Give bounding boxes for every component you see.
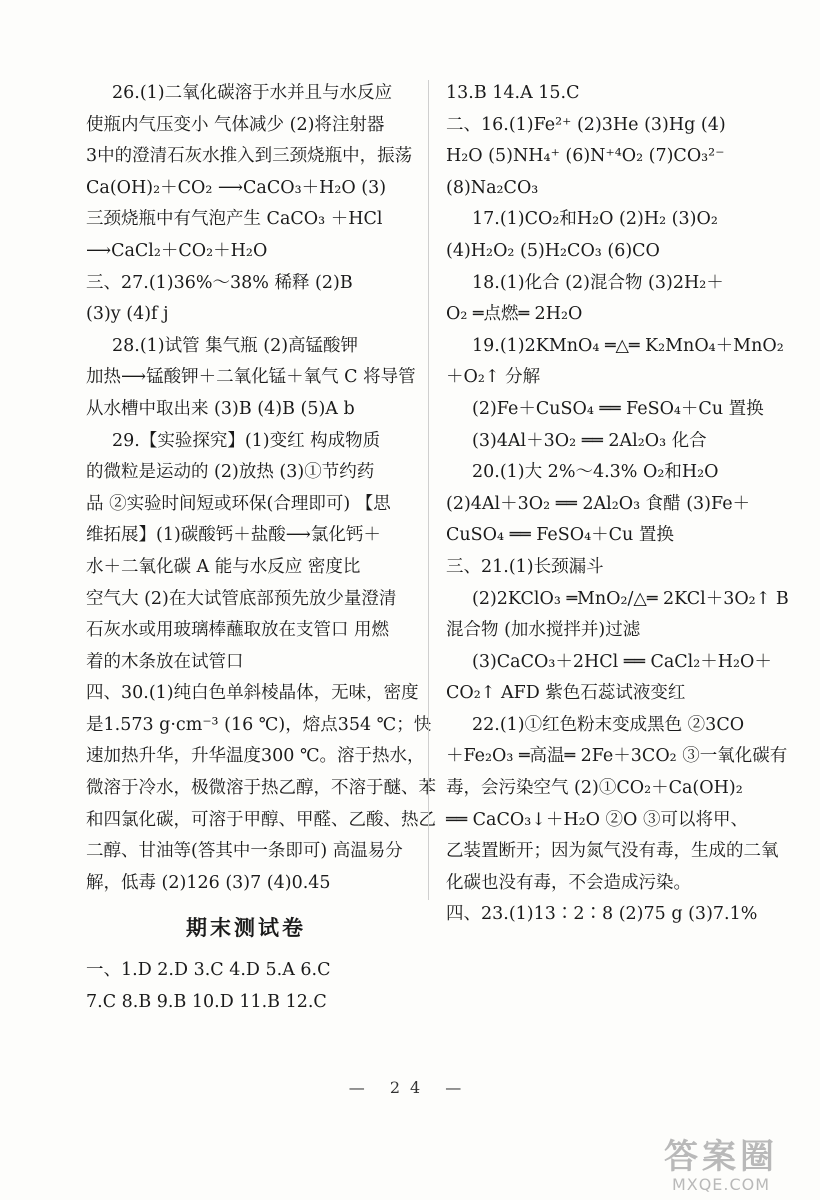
answer-line: (2)Fe＋CuSO₄ ══ FeSO₄＋Cu 置换 bbox=[472, 398, 764, 419]
answer-line: H₂O (5)NH₄⁺ (6)N⁺⁴O₂ (7)CO₃²⁻ bbox=[446, 146, 725, 167]
answer-line: CO₂↑ AFD 紫色石蕊试液变红 bbox=[446, 683, 686, 704]
answer-line: 化碳也没有毒，不会造成污染。 bbox=[446, 872, 691, 893]
answer-line: 加热⟶锰酸钾＋二氧化锰＋氧气 C 将导管 bbox=[86, 367, 416, 388]
answer-line: 17.(1)CO₂和H₂O (2)H₂ (3)O₂ bbox=[472, 209, 718, 230]
answer-line: 从水槽中取出来 (3)B (4)B (5)A b bbox=[86, 398, 355, 419]
answer-line: 20.(1)大 2%～4.3% O₂和H₂O bbox=[472, 462, 719, 483]
right-column bbox=[446, 78, 789, 931]
answer-line: 三颈烧瓶中有气泡产生 CaCO₃ ＋HCl bbox=[86, 209, 383, 230]
section-title: 期末测试卷 bbox=[186, 916, 306, 941]
watermark-logo bbox=[626, 1138, 816, 1198]
answer-line: (8)Na₂CO₃ bbox=[446, 177, 539, 198]
answer-line: 三、27.(1)36%～38% 稀释 (2)B bbox=[86, 272, 353, 293]
watermark-url: MXQE.COM bbox=[671, 1175, 771, 1194]
answer-line: 四、30.(1)纯白色单斜棱晶体，无味，密度 bbox=[86, 683, 419, 704]
answer-line: (3)CaCO₃＋2HCl ══ CaCl₂＋H₂O＋ bbox=[472, 651, 772, 672]
answer-line: O₂ ═点燃═ 2H₂O bbox=[446, 304, 583, 325]
answer-line: 解，低毒 (2)126 (3)7 (4)0.45 bbox=[86, 872, 331, 893]
answer-line: 29.【实验探究】(1)变红 构成物质 bbox=[112, 430, 381, 451]
answer-line: 微溶于冷水，极微溶于热乙醇，不溶于醚、苯 bbox=[86, 778, 436, 799]
answer-line: 7.C 8.B 9.B 10.D 11.B 12.C bbox=[86, 991, 327, 1012]
answer-line: 3中的澄清石灰水推入到三颈烧瓶中，振荡 bbox=[86, 146, 413, 167]
answer-line: 是1.573 g·cm⁻³ (16 ℃)，熔点354 ℃；快 bbox=[86, 714, 432, 735]
answer-line: 28.(1)试管 集气瓶 (2)高锰酸钾 bbox=[112, 335, 359, 356]
answer-line: 二醇、甘油等(答其中一条即可) 高温易分 bbox=[86, 841, 403, 862]
answer-line: 毒，会污染空气 (2)①CO₂＋Ca(OH)₂ bbox=[446, 778, 743, 799]
answer-line: (2)4Al＋3O₂ ══ 2Al₂O₃ 食醋 (3)Fe＋ bbox=[446, 493, 751, 514]
answer-line: ⟶CaCl₂＋CO₂＋H₂O bbox=[86, 240, 268, 261]
answer-line: 空气大 (2)在大试管底部预先放少量澄清 bbox=[86, 588, 397, 609]
answer-line: ══ CaCO₃↓＋H₂O ②O ③可以将甲、 bbox=[446, 809, 748, 830]
answer-line: 一、1.D 2.D 3.C 4.D 5.A 6.C bbox=[86, 960, 331, 981]
answer-line: ＋O₂↑ 分解 bbox=[446, 367, 541, 388]
answer-line: 18.(1)化合 (2)混合物 (3)2H₂＋ bbox=[472, 272, 724, 293]
answer-line: 二、16.(1)Fe²⁺ (2)3He (3)Hg (4) bbox=[446, 114, 726, 135]
answer-line: ＋Fe₂O₃ ═高温═ 2Fe＋3CO₂ ③一氧化碳有 bbox=[446, 746, 788, 767]
answer-line: (4)H₂O₂ (5)H₂CO₃ (6)CO bbox=[446, 240, 660, 261]
column-divider bbox=[428, 80, 429, 900]
answer-line: (2)2KClO₃ ═MnO₂/△═ 2KCl＋3O₂↑ B bbox=[472, 588, 789, 609]
answer-line: 混合物 (加水搅拌并)过滤 bbox=[446, 620, 641, 641]
left-column bbox=[86, 78, 436, 1018]
answer-line: 水＋二氧化碳 A 能与水反应 密度比 bbox=[86, 556, 361, 577]
answer-line: 使瓶内气压变小 气体减少 (2)将注射器 bbox=[86, 114, 385, 135]
answer-line: (3)y (4)f j bbox=[86, 304, 169, 325]
answer-line: 和四氯化碳，可溶于甲醇、甲醛、乙酸、热乙 bbox=[86, 809, 436, 830]
answer-line: 速加热升华，升华温度300 ℃。溶于热水， bbox=[86, 746, 425, 767]
answer-line: 乙装置断开；因为氮气没有毒，生成的二氧 bbox=[446, 841, 779, 862]
page-number: — 24 — bbox=[348, 1078, 472, 1097]
answer-line: Ca(OH)₂＋CO₂ ⟶CaCO₃＋H₂O (3) bbox=[86, 177, 387, 198]
answer-line: (3)4Al＋3O₂ ══ 2Al₂O₃ 化合 bbox=[472, 430, 707, 451]
answer-line: 石灰水或用玻璃棒蘸取放在支管口 用燃 bbox=[86, 620, 390, 641]
answer-line: 26.(1)二氧化碳溶于水并且与水反应 bbox=[112, 83, 393, 103]
answer-line: 品 ②实验时间短或环保(合理即可) 【思 bbox=[86, 493, 391, 514]
answer-line: 的微粒是运动的 (2)放热 (3)①节约药 bbox=[86, 462, 375, 483]
answer-line: 三、21.(1)长颈漏斗 bbox=[446, 556, 604, 577]
answer-line: 维拓展】(1)碳酸钙＋盐酸⟶氯化钙＋ bbox=[86, 525, 381, 546]
answer-line: CuSO₄ ══ FeSO₄＋Cu 置换 bbox=[446, 525, 674, 546]
answer-line: 着的木条放在试管口 bbox=[86, 651, 244, 672]
answer-line: 13.B 14.A 15.C bbox=[446, 83, 580, 103]
watermark-title: 答案圈 bbox=[664, 1137, 778, 1177]
answer-line: 19.(1)2KMnO₄ ═△═ K₂MnO₄＋MnO₂ bbox=[472, 335, 784, 356]
answer-line: 22.(1)①红色粉末变成黑色 ②3CO bbox=[472, 714, 745, 735]
answer-line: 四、23.(1)13∶2∶8 (2)75 g (3)7.1% bbox=[446, 904, 758, 925]
